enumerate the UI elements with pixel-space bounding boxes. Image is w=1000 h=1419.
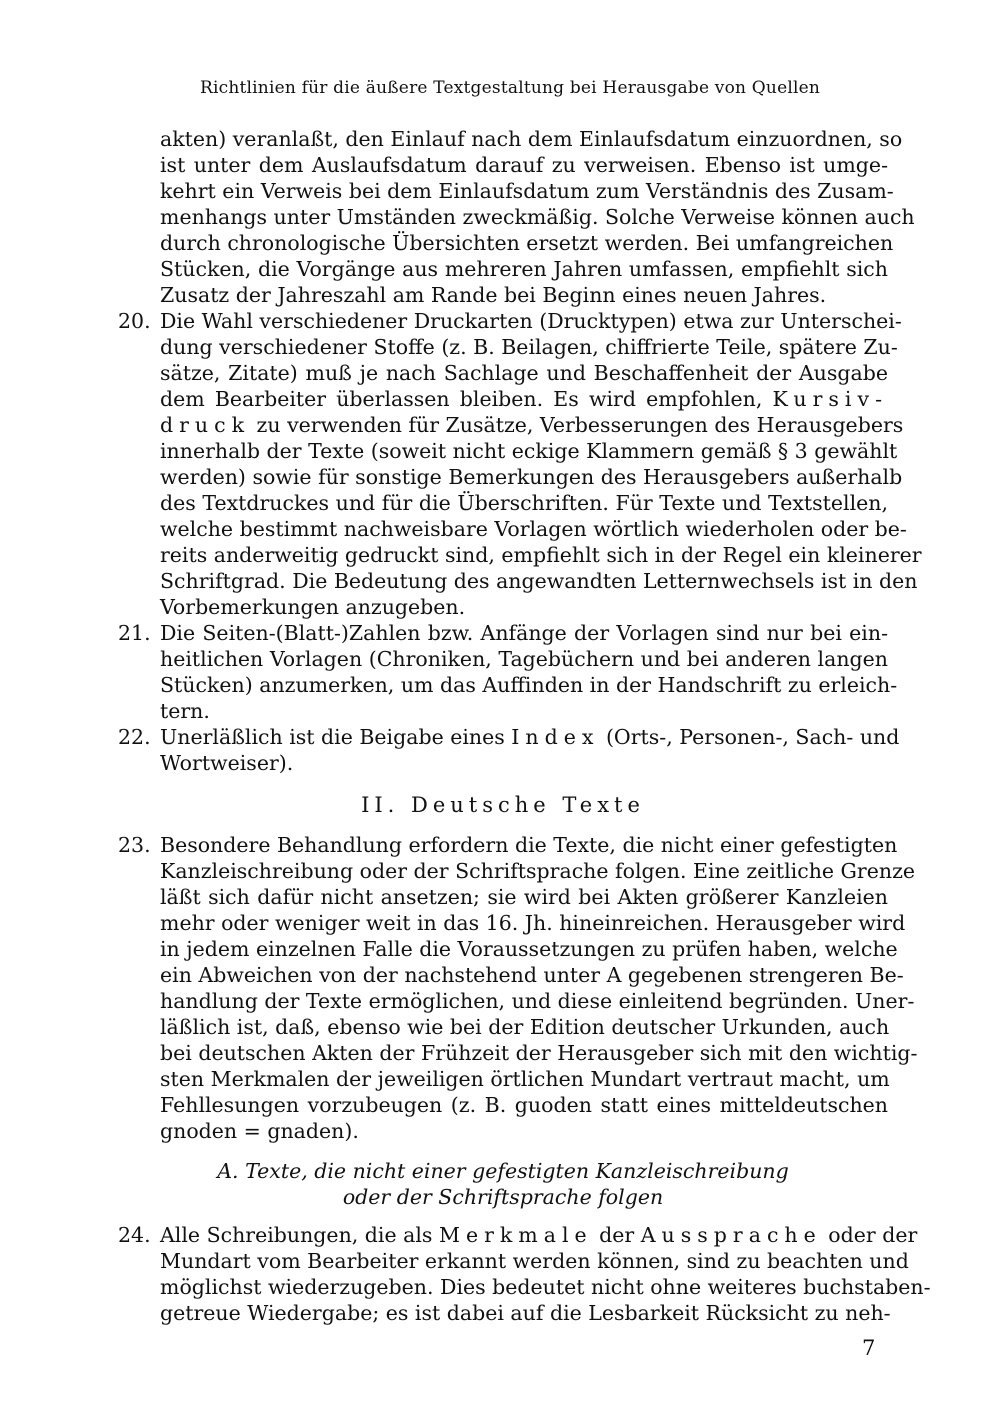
text-line: handlung der Texte ermöglichen, und diese einleitend begründen. Uner- <box>160 989 915 1013</box>
text-line <box>118 832 898 858</box>
paragraph-21 <box>118 620 898 724</box>
subsection-heading <box>118 1158 888 1210</box>
paragraph-number: 22. <box>118 725 151 749</box>
line-text: Die Wahl verschiedener Druckarten (Drucktypen) etwa zur Unterschei- <box>160 309 902 333</box>
text-line: möglichst wiederzugeben. Dies bedeutet nicht ohne weiteres buchstaben- <box>160 1275 931 1299</box>
text-line: in jedem einzelnen Falle die Voraussetzungen zu prüfen haben, welche <box>160 937 898 961</box>
text-line: Schriftgrad. Die Bedeutung des angewandten Letternwechsels ist in den <box>160 569 918 593</box>
text-line: sätze, Zitate) muß je nach Sachlage und Beschaffenheit der Ausgabe <box>160 361 888 385</box>
subsection-heading-line: oder der Schriftsprache folgen <box>342 1185 664 1209</box>
text-line: ein Abweichen von der nachstehend unter A gegebenen strengeren Be- <box>160 963 904 987</box>
text-line: innerhalb der Texte (soweit nicht eckige Klammern gemäß § 3 gewählt <box>160 439 898 463</box>
text-line: durch chronologische Übersichten ersetzt werden. Bei umfangreichen <box>160 231 894 255</box>
text-line: Kanzleischreibung oder der Schriftsprache folgen. Eine zeitliche Grenze <box>160 859 915 883</box>
text-line: Vorbemerkungen anzugeben. <box>160 595 466 619</box>
paragraph-number: 20. <box>118 309 151 333</box>
text-line: kehrt ein Verweis bei dem Einlaufsdatum zum Verständnis des Zusam- <box>160 179 894 203</box>
text-line: werden) sowie für sonstige Bemerkungen des Herausgebers außerhalb <box>160 465 903 489</box>
text-line: bei deutschen Akten der Frühzeit der Herausgeber sich mit den wichtig- <box>160 1041 918 1065</box>
text-line: Wortweiser). <box>160 751 294 775</box>
main-text <box>118 126 931 1326</box>
running-head: Richtlinien für die äußere Textgestaltung bei Herausgabe von Quellen <box>200 78 821 98</box>
text-line: tern. <box>160 699 210 723</box>
text-line: akten) veranlaßt, den Einlauf nach dem Einlaufsdatum einzuordnen, so <box>160 127 903 151</box>
text-line <box>118 308 902 334</box>
text-line: ist unter dem Auslaufsdatum darauf zu verweisen. Ebenso ist umge- <box>160 153 888 177</box>
text-line: des Textdruckes und für die Überschriften. Für Texte und Textstellen, <box>160 491 888 515</box>
text-line <box>118 412 904 438</box>
text-line: gnoden = gnaden). <box>160 1119 359 1143</box>
text-line: dung verschiedener Stoffe (z. B. Beilagen, chiffrierte Teile, spätere Zu- <box>160 335 898 359</box>
paragraph-23 <box>118 832 918 1144</box>
spaced-emphasis: Kursiv- <box>772 387 888 411</box>
text-line: sten Merkmalen der jeweiligen örtlichen Mundart vertraut macht, um <box>160 1067 890 1091</box>
text-line: getreue Wiedergabe; es ist dabei auf die Lesbarkeit Rücksicht zu neh- <box>160 1301 891 1325</box>
text-line <box>118 386 888 412</box>
paragraph-22 <box>118 724 900 776</box>
line-text: Alle Schreibungen, die als <box>160 1223 439 1247</box>
paragraph-20 <box>118 308 922 620</box>
text-line: welche bestimmt nachweisbare Vorlagen wörtlich wiederholen oder be- <box>160 517 907 541</box>
section-heading: II. Deutsche Texte <box>361 793 645 817</box>
line-text: Unerläßlich ist die Beigabe eines <box>160 725 512 749</box>
paragraph-number: 23. <box>118 833 151 857</box>
line-text: Besondere Behandlung erfordern die Texte, die nicht einer gefestigten <box>160 833 898 857</box>
text-line: Zusatz der Jahreszahl am Rande bei Beginn eines neuen Jahres. <box>160 283 827 307</box>
text-line: Stücken) anzumerken, um das Auffinden in der Handschrift zu erleich- <box>160 673 898 697</box>
subsection-heading-line: A. Texte, die nicht einer gefestigten Kanzleischreibung <box>217 1159 789 1183</box>
text-line: läßlich ist, daß, ebenso wie bei der Edition deutscher Urkunden, auch <box>160 1015 890 1039</box>
text-line: menhangs unter Umständen zweckmäßig. Solche Verweise können auch <box>160 205 915 229</box>
paragraph-continued <box>118 126 915 308</box>
text-line <box>118 620 888 646</box>
line-text: zu verwenden für Zusätze, Verbesserungen des Herausgebers <box>250 413 904 437</box>
spaced-emphasis: Aussprache <box>640 1223 822 1247</box>
spaced-emphasis: Merkmale <box>438 1223 593 1247</box>
line-text: (Orts-, Personen-, Sach- und <box>599 725 900 749</box>
page-number: 7 <box>862 1336 876 1360</box>
text-line: Stücken, die Vorgänge aus mehreren Jahren umfassen, empfiehlt sich <box>160 257 888 281</box>
paragraph-24 <box>118 1222 931 1326</box>
text-line: Fehllesungen vorzubeugen (z. B. guoden statt eines mitteldeutschen <box>160 1093 888 1117</box>
paragraph-number: 21. <box>118 621 151 645</box>
paragraph-number: 24. <box>118 1223 151 1247</box>
text-line: heitlichen Vorlagen (Chroniken, Tagebüchern und bei anderen langen <box>160 647 888 671</box>
line-text: der <box>592 1223 641 1247</box>
text-line: reits anderweitig gedruckt sind, empfiehlt sich in der Regel ein kleinerer <box>160 543 922 567</box>
line-text: dem Bearbeiter überlassen bleiben. Es wird empfohlen, <box>160 387 773 411</box>
spaced-emphasis: druck <box>160 413 251 437</box>
line-text: Die Seiten-(Blatt-)Zahlen bzw. Anfänge der Vorlagen sind nur bei ein- <box>160 621 888 645</box>
line-text: oder der <box>821 1223 918 1247</box>
text-line: Mundart vom Bearbeiter erkannt werden können, sind zu beachten und <box>160 1249 909 1273</box>
spaced-emphasis: Index <box>511 725 600 749</box>
text-line: läßt sich dafür nicht ansetzen; sie wird bei Akten größerer Kanzleien <box>160 885 888 909</box>
text-line <box>118 724 900 750</box>
text-line <box>118 1222 918 1248</box>
text-line: mehr oder weniger weit in das 16. Jh. hineinreichen. Herausgeber wird <box>160 911 906 935</box>
